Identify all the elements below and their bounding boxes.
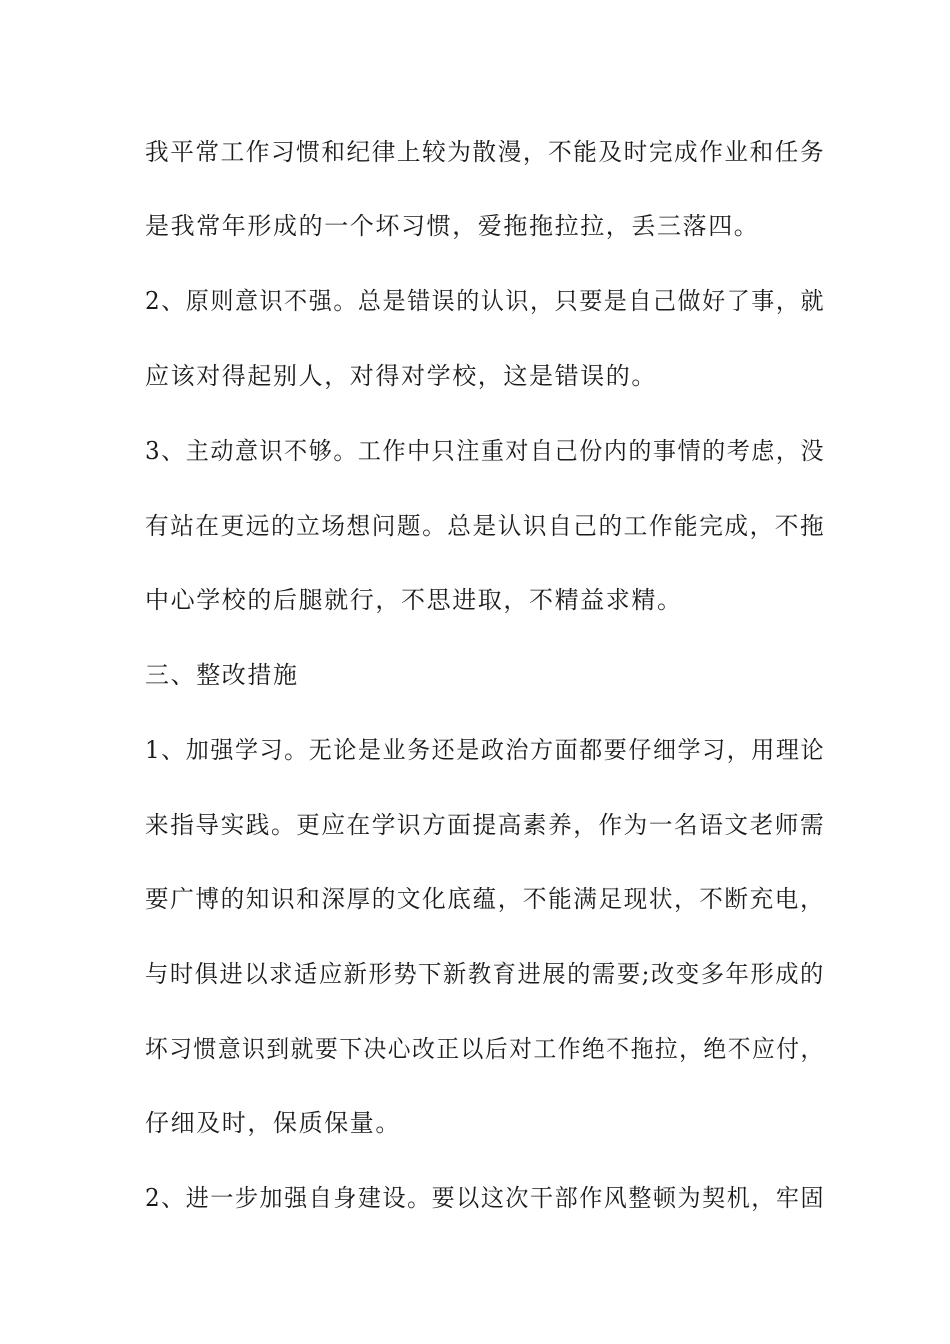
text-line: 是我常年形成的一个坏习惯，爱拖拖拉拉，丢三落四。 xyxy=(145,212,760,240)
section-heading: 三、整改措施 xyxy=(145,661,299,689)
text-line: 2、进一步加强自身建设。要以这次干部作风整顿为契机，牢固 xyxy=(145,1184,826,1212)
text-line: 我平常工作习惯和纪律上较为散漫，不能及时完成作业和任务 xyxy=(145,138,826,166)
text-line: 要广博的知识和深厚的文化底蕴，不能满足现状，不断充电， xyxy=(145,885,826,913)
text-line: 1、加强学习。无论是业务还是政治方面都要仔细学习，用理论 xyxy=(145,736,826,764)
text-line: 仔细及时，保质保量。 xyxy=(145,1109,401,1137)
text-line: 2、原则意识不强。总是错误的认识，只要是自己做好了事，就 xyxy=(145,287,826,315)
text-line: 与时俱进以求适应新形势下新教育进展的需要;改变多年形成的 xyxy=(145,960,825,988)
text-line: 坏习惯意识到就要下决心改正以后对工作绝不拖拉，绝不应付， xyxy=(145,1035,825,1063)
text-line: 3、主动意识不够。工作中只注重对自己份内的事情的考虑，没 xyxy=(145,437,826,465)
text-line: 应该对得起别人，对得对学校，这是错误的。 xyxy=(145,362,657,390)
text-line: 来指导实践。更应在学识方面提高素养，作为一名语文老师需 xyxy=(145,811,826,839)
text-line: 有站在更远的立场想问题。总是认识自己的工作能完成，不拖 xyxy=(145,512,826,540)
text-line: 中心学校的后腿就行，不思进取，不精益求精。 xyxy=(145,586,683,614)
